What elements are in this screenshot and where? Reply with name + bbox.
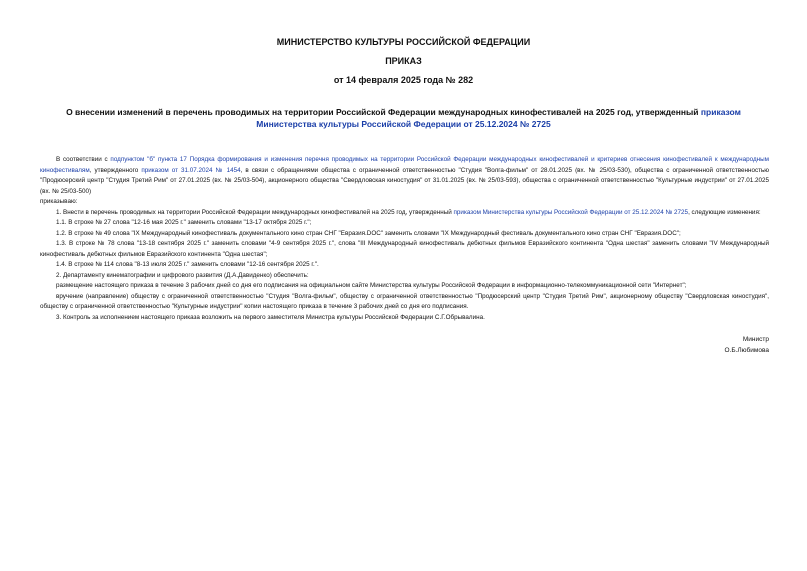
item-1-text: 1. Внести в перечень проводимых на территории Российской Федерации международных кинофестивалей на 2025 год, утвержденный (56, 208, 454, 216)
signature-name: О.Б.Любимова (724, 347, 769, 354)
order-word: приказываю: (40, 198, 78, 205)
item-3: 3. Контроль за исполнением настоящего приказа возложить на первого заместителя Министра культуры Российской Федерации С.Г.Обрывалина. (56, 313, 485, 321)
signature-position: Министр (742, 336, 769, 343)
item-2-b: вручение (направление) обществу с ограниченной ответственностью "Студия "Волга-фильм", обществу с ограниченной ответственностью "Продюсерский центр "Студия Третий Рим", акционерному обществу "Свердловская киностудия", обществу с ограниченной ответственностью "Культурные индустрии" копии настоящего приказа в течение 3 рабочих дней со дня его подписания. (40, 292, 769, 310)
ministry-name: МИНИСТЕРСТВО КУЛЬТУРЫ РОССИЙСКОЙ ФЕДЕРАЦИИ (276, 37, 531, 47)
item-1-4: 1.4. В строке № 114 слова "8-13 июля 2025 г." заменить словами "12-16 сентября 2025 г.". (56, 261, 319, 268)
item-1-tail: , следующие изменения: (688, 208, 761, 216)
title-order-link[interactable]: приказом Министерства культуры Российской Федерации от 25.12.2024 № 2725 (256, 107, 741, 129)
procedure-link[interactable]: подпунктом "б" пункта 17 Порядка формирования и изменения перечня проводимых на территории Российской Федерации международных кинофестивалей и критериев отнесения кинофестивалей к международным кинофестивалям (40, 156, 769, 174)
preamble-text-1: В соответствии с (56, 156, 111, 163)
item-2: 2. Департаменту кинематографии и цифрового развития (Д.А.Давиденко) обеспечить: (56, 271, 309, 279)
item-1 (40, 208, 769, 219)
document-body (40, 155, 769, 323)
preamble-text-3: , в связи с обращениями общества с ограниченной ответственностью "Студия "Волга-фильм" от 28.01.2025 (вх. № 25/03-530), общества с ограниченной ответственностью "Продюсерский центр "Студия Третий Рим" от 27.01.2025 (вх. № 25/03-504), акционерного общества "Свердловская киностудия" от 31.01.2025 (вх. № 25/03-593), общества с ограниченной ответственностью "Культурные индустрии" от 27.01.2025 (вх. № 25/03-500) (40, 166, 769, 195)
preamble-text-2: , утвержденного (89, 166, 142, 174)
item-1-1: 1.1. В строке № 27 слова "12-16 мая 2025 г." заменить словами "13-17 октября 2025 г."; (56, 219, 312, 226)
item-1-3: 1.3. В строке № 78 слова "13-18 сентября 2025 г." заменить словами "4-9 сентября 2025 г.", слова "III Международный кинофестиваль дебютных фильмов Евразийского континента "Одна шестая" заменить словами "IV Международный кинофестиваль дебютных фильмов Евразийского континента "Одна шестая"; (40, 240, 769, 258)
document-date-number: от 14 февраля 2025 года № 282 (333, 75, 474, 85)
item-2-a: размещение настоящего приказа в течение 3 рабочих дней со дня его подписания на официальном сайте Министерства культуры Российской Федерации в информационно-телекоммуникационной сети "Интернет"; (56, 282, 687, 289)
item-1-2: 1.2. В строке № 49 слова "IX Международный кинофестиваль документального кино стран СНГ "Евразия.DOC" заменить словами "IX Международный фестиваль документального кино стран СНГ "Евразия.DOC"; (56, 229, 681, 237)
document-title (40, 106, 767, 130)
document-type: ПРИКАЗ (385, 56, 422, 66)
order-2725-link[interactable]: приказом Министерства культуры Российской Федерации от 25.12.2024 № 2725 (453, 208, 689, 216)
title-text: О внесении изменений в перечень проводимых на территории Российской Федерации международных кинофестивалей на 2025 год, утвержденный (66, 107, 701, 117)
order-1454-link[interactable]: приказом от 31.07.2024 № 1454 (141, 166, 241, 174)
preamble-paragraph (40, 155, 769, 197)
